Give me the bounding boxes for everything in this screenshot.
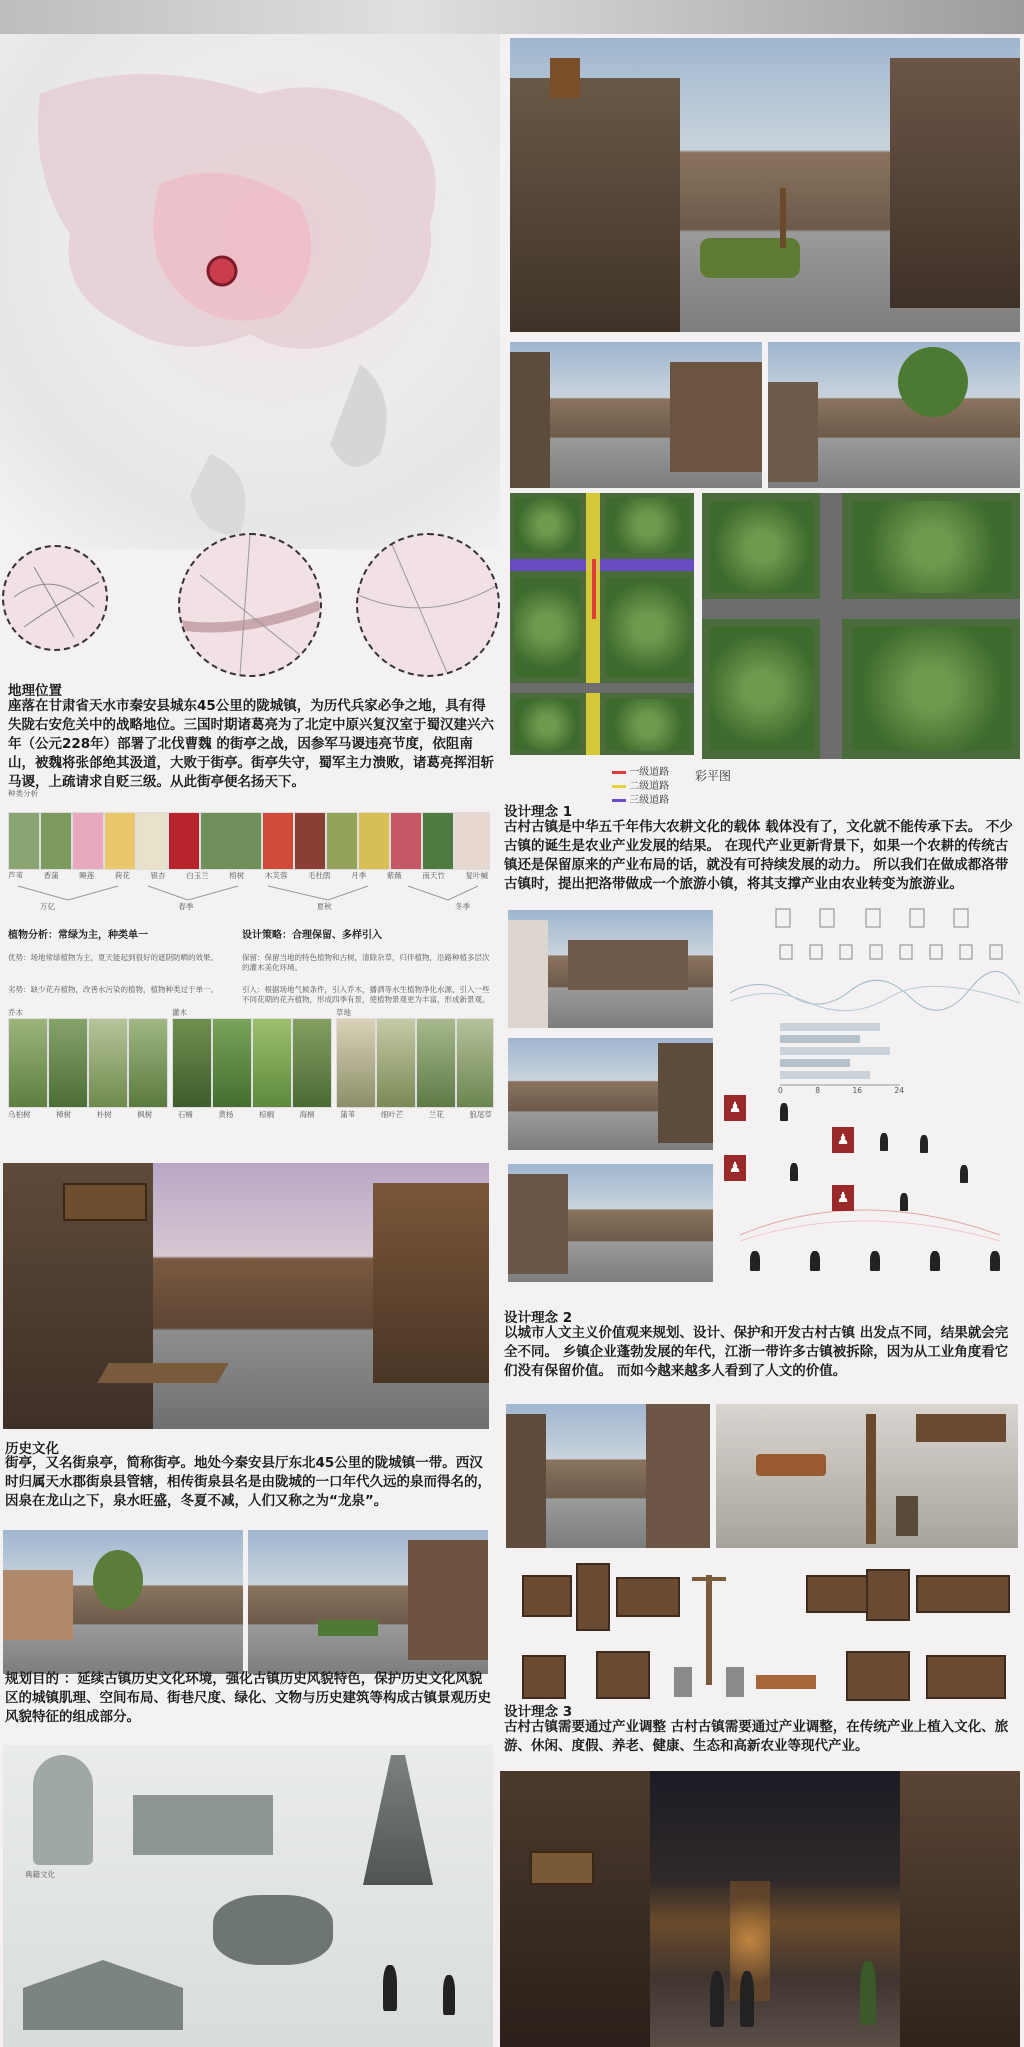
plant-label: 睡莲 <box>79 871 95 880</box>
plant-name: 细叶芒 <box>380 1110 404 1119</box>
plant-bottom-labels <box>8 1110 492 1120</box>
concept1-body: 古村古镇是中华五千年伟大农耕文化的载体 载体没有了，文化就不能传承下去。 不少古镇的诞生是农业产业发展的结果。 在现代产业更新背景下，如果一个农耕的传统古镇还是保留原来的产业布局的话，就没有可持续发展的动力。 所以我们在做成都洛带古镇时，提出把洛带做成一个旅游小镇，将其支撑产业由农业转变为旅游业。 <box>504 819 1013 892</box>
activity-icon: ♟ <box>724 1155 746 1181</box>
geo-title: 地理位置 <box>8 683 62 699</box>
history-body: 街亭，又名街泉亭，简称街亭。地处今秦安县厅东北45公里的陇城镇一带。西汉时归属天水郡街泉县管辖，相传街泉县名是由陇城的一口年代久远的泉而得名的，因泉在龙山之下，泉水旺盛，冬夏不减，人们又称之为“龙泉”。 <box>5 1455 491 1509</box>
plant-summary-right: 设计策略：合理保留、多样引入 <box>242 930 382 941</box>
lamp-post <box>706 1575 712 1685</box>
street-render-left <box>3 1163 489 1429</box>
purpose-body: 规划目的 ：延续古镇历史文化环境，强化古镇历史风貌特色，保护历史文化风貌区的城镇肌理、空间布局、街巷尺度、绿化、文物与历史建筑等构成古镇景观历史风貌特征的组成部分。 <box>5 1671 491 1725</box>
zoom-circle-county <box>2 545 108 651</box>
plant-name: 海桐 <box>299 1110 315 1119</box>
plant-label-row <box>8 871 488 881</box>
night-street-render <box>500 1771 1020 2047</box>
plant-label: 榕树 <box>229 871 245 880</box>
activity-icon: ♟ <box>832 1127 854 1153</box>
plant-label: 木芙蓉 <box>264 871 288 880</box>
concept2-body: 以城市人文主义价值观来规划、设计、保护和开发古村古镇 出发点不同，结果就会完全不同。 乡镇企业蓬勃发展的年代，江浙一带许多古镇被拆除，因为从工业角度看它们没有保留价值。 而如今越来越多人看到了人文的价值。 <box>504 1325 1009 1379</box>
plant-photo-grid <box>8 1018 492 1108</box>
analysis-axis <box>778 1086 904 1096</box>
plant-label: 银杏 <box>150 871 166 880</box>
street-render-3 <box>768 342 1020 488</box>
plant-note-introduce: 引入：根据场地气候条件，引入乔木，播洒等水生植物净化水源，引入一些不同花期的花卉植物，形成四季有景，使植物景观更为丰富，形成新景观。 <box>242 985 490 1004</box>
timeline-label: 夏秋 <box>316 902 332 911</box>
plant-note-strength: 优势：场地常绿植物为主，夏天能起到很好的遮阴防晒的效果。 <box>8 953 218 962</box>
axis-tick: 0 <box>778 1086 783 1095</box>
legend-item-1: 一级道路 <box>612 763 669 778</box>
plant-timeline-labels <box>40 902 470 912</box>
cat-grass-label: 草地 <box>336 1008 351 1017</box>
legend-item-3: 三级道路 <box>612 791 669 806</box>
street-furniture-render <box>716 1404 1018 1548</box>
plant-summary-left: 植物分析：常绿为主，种类单一 <box>8 930 148 941</box>
collage-caption: 典籍文化 <box>25 1870 55 1879</box>
plant-label: 香蒲 <box>43 871 59 880</box>
location-map <box>0 34 500 549</box>
timeline-label: 冬季 <box>454 902 470 911</box>
china-map-graphic <box>0 34 500 549</box>
activity-icon: ♟ <box>832 1185 854 1211</box>
geo-caption: 种类分析 <box>8 789 38 798</box>
legend-item-2: 二级道路 <box>612 777 669 792</box>
behavior-analysis-diagram <box>720 905 1020 1275</box>
timeline-label: 春季 <box>178 902 194 911</box>
plant-name: 兰花 <box>428 1110 444 1119</box>
plant-label: 毛杜鹃 <box>308 871 331 880</box>
street-render-2 <box>510 342 762 488</box>
concept1-title: 设计理念 1 <box>504 804 573 820</box>
plant-label: 紫薇 <box>386 871 402 880</box>
axis-tick: 24 <box>894 1086 904 1095</box>
history-title: 历史文化 <box>5 1441 59 1457</box>
street-render-4 <box>508 910 713 1028</box>
plant-name: 石楠 <box>177 1110 193 1119</box>
street-render-7 <box>506 1404 710 1548</box>
street-render-6 <box>508 1164 713 1282</box>
plant-name: 黄杨 <box>218 1110 234 1119</box>
top-banner <box>0 0 1024 34</box>
concept2-title: 设计理念 2 <box>504 1310 573 1326</box>
street-render-small-1 <box>3 1530 243 1674</box>
street-render-hero <box>510 38 1020 332</box>
plant-name: 棕榈 <box>258 1110 274 1119</box>
plant-name: 蒲苇 <box>340 1110 356 1119</box>
location-marker-icon <box>208 257 236 285</box>
plant-name: 樟树 <box>56 1110 72 1119</box>
plant-label: 南天竹 <box>422 871 445 880</box>
zoom-circle-town <box>178 533 322 677</box>
timeline-label: 万亿 <box>40 902 55 911</box>
aerial-plan-small <box>510 493 694 755</box>
plant-name: 朴树 <box>96 1110 112 1119</box>
plant-label: 芦苇 <box>8 871 23 880</box>
plant-photo-strip <box>8 812 488 870</box>
aerial-plan-large <box>702 493 1020 759</box>
plant-name: 乌桕树 <box>8 1110 31 1119</box>
plant-note-retain: 保留：保留当地的特色植物和古树，清除杂草，归伴植物，沿路种植多层次的灌木美化环境。 <box>242 953 490 972</box>
pagoda-graphic <box>363 1755 433 1885</box>
plant-label: 白玉兰 <box>186 871 209 880</box>
cat-trees-label: 乔木 <box>8 1008 23 1017</box>
culture-collage <box>3 1745 493 2047</box>
activity-icon: ♟ <box>724 1095 746 1121</box>
geo-body: 座落在甘肃省天水市秦安县城东45公里的陇城镇，为历代兵家必争之地，具有得失陇右安危关中的战略地位。三国时期诸葛亮为了北定中原兴复汉室于蜀汉建兴六年（公元228年）部署了北伐曹魏 的街亭之战，因参军马谡违亮节度，依阻南山，被魏将张郃绝其汲道，大败于街亭。街亭失守，蜀军主力溃败，诸葛亮挥泪斩马谡，上疏请求自贬三级。从此街亭便名扬天下。 <box>8 698 494 790</box>
plant-label: 荷花 <box>114 871 130 880</box>
plant-timeline-lines <box>8 884 488 904</box>
plant-name: 枫树 <box>137 1110 153 1119</box>
plan-title: 彩平图 <box>695 769 732 783</box>
concept3-body: 古村古镇需要通过产业调整 古村古镇需要通过产业调整，在传统产业上植入文化、旅游、休闲、度假、养老、健康、生态和高新农业等现代产业。 <box>504 1719 1009 1754</box>
street-render-5 <box>508 1038 713 1150</box>
concept3-title: 设计理念 3 <box>504 1704 573 1720</box>
statue-graphic <box>33 1755 93 1865</box>
plant-label: 复叶槭 <box>465 871 488 880</box>
axis-tick: 8 <box>815 1086 820 1095</box>
cat-shrubs-label: 灌木 <box>172 1008 187 1017</box>
plant-label: 月季 <box>351 871 367 880</box>
signage-collection <box>506 1555 1018 1705</box>
zoom-circle-site <box>356 533 500 677</box>
street-render-small-2 <box>248 1530 488 1674</box>
plant-note-weakness: 劣势：缺少花卉植物，改善水污染的植物，植物种类过于单一。 <box>8 985 218 994</box>
axis-tick: 16 <box>852 1086 862 1095</box>
plant-name: 狼尾草 <box>469 1110 492 1119</box>
